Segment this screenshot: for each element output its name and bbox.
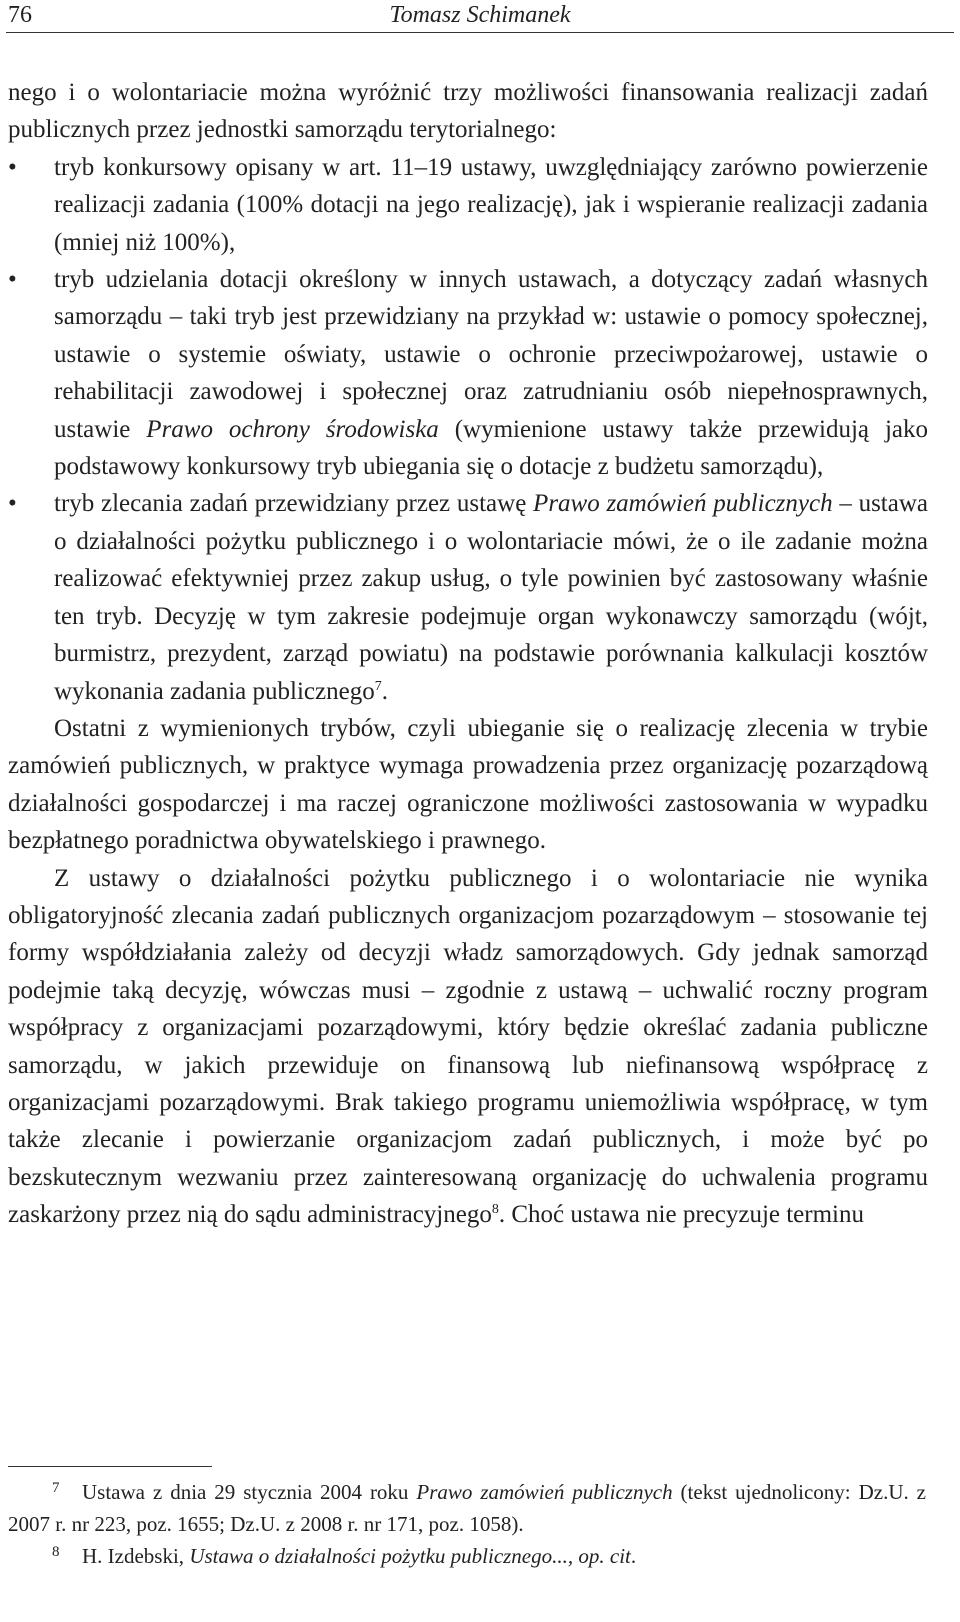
paragraph-text: . Choć ustawa nie precyzuje terminu	[498, 1201, 864, 1229]
list-item	[8, 261, 928, 485]
footnote-text: .	[630, 1544, 637, 1568]
act-title: Prawo ochrony środowiska	[146, 415, 439, 443]
bullet-icon: •	[8, 490, 17, 518]
footnote-text: H. Izdebski,	[82, 1544, 190, 1568]
list-item	[8, 149, 928, 261]
footnote-text: Ustawa z dnia 29 stycznia 2004 roku	[82, 1480, 417, 1504]
act-title: Prawo zamówień publicznych	[416, 1480, 673, 1504]
intro-paragraph: nego i o wolontariacie można wyróżnić trzy możliwości finansowania realizacji zadań publicznych przez jednostki samorządu terytorialnego:	[8, 79, 928, 144]
footnote: 8 H. Izdebski, Ustawa o działalności pożytku publicznego..., op. cit.	[52, 1544, 637, 1568]
bullet-icon: •	[8, 153, 17, 181]
list-item	[8, 485, 928, 709]
footnote: 7 Ustawa z dnia 29 stycznia 2004 roku Prawo zamówień publicznych (tekst ujednolicony: Dz.U. z 2007 r. nr 223, poz. 1655; Dz.U. z 2008 r. nr 171, poz. 1058).	[8, 1480, 927, 1536]
footnotes	[8, 1476, 926, 1572]
bullet-icon: •	[8, 266, 17, 294]
list-item-text: tryb konkursowy opisany w art. 11–19 ustawy, uwzględniający zarówno powierzenie realizacji zadania (100% dotacji na jego realizację), jak i wspieranie realizacji zadania (mniej niż 100%),	[54, 153, 928, 256]
page-number: 76	[8, 2, 32, 28]
footnote-text: (tekst ujednolicony: Dz.U. z 2007 r. nr 223, poz. 1655; Dz.U. z 2008 r. nr 171, poz. 1058).	[8, 1480, 927, 1536]
funding-modes-list	[8, 149, 928, 710]
act-title: Prawo zamówień publicznych	[533, 490, 833, 518]
running-header	[6, 0, 954, 33]
list-item-text: tryb zlecania zadań przewidziany przez ustawę	[54, 490, 534, 518]
list-item-text: (wymienione ustawy także przewidują jako podstawowy konkursowy tryb ubiegania się o dotacje z budżetu samorządu),	[54, 415, 928, 481]
footnote-separator	[8, 1466, 212, 1467]
paragraph-text: Z ustawy o działalności pożytku publicznego i o wolontariacie nie wynika obligatoryjność zlecania zadań publicznych organizacjom pozarządowym – stosowanie tej formy współdziałania zależy od decyzji władz samorządowych. Gdy jednak samorząd podejmie taką decyzję, wówczas musi – zgodnie z ustawą – uchwalić roczny program współpracy z organizacjami pozarządowymi, który będzie określać zadania publiczne samorządu, w jakich przewiduje on finansową lub niefinansową współpracę z organizacjami pozarządowymi. Brak takiego programu uniemożliwia współpracę, w tym także zlecanie i powierzanie organizacjom zadań publicznych, i może być po bezskutecznym wezwaniu przez zainteresowaną organizację do uchwalenia programu zaskarżony przez nią do sądu administracyjnego	[8, 864, 928, 1229]
running-head-author: Tomasz Schimanek	[389, 2, 571, 28]
footnote-ref-7[interactable]: 7	[374, 678, 382, 694]
list-item-text: .	[381, 677, 388, 705]
list-item-text: tryb udzielania dotacji określony w innych ustawach, a dotyczący zadań własnych samorządu – taki tryb jest przewidziany na przykład w: ustawie o pomocy społecznej, ustawie o systemie oświaty, ustawie o ochronie przeciwpożarowej, ustawie o rehabilitacji zawodowej i społecznej oraz zatrudnianiu osób niepełnosprawnych, ustawie	[54, 266, 928, 443]
footnote-ref-8[interactable]: 8	[491, 1202, 499, 1218]
body-text	[8, 74, 928, 1234]
list-item-text: – ustawa o działalności pożytku publicznego i o wolontariacie mówi, że o ile zadanie można realizować efektywniej przez zakup usług, o tyle powinien być zastosowany właśnie ten tryb. Decyzję w tym zakresie podejmuje organ wykonawczy samorządu (wójt, burmistrz, prezydent, zarząd powiatu) na podstawie porównania kalkulacji kosztów wykonania zadania publicznego	[54, 490, 929, 705]
cited-work-title: Ustawa o działalności pożytku publicznego..., op. cit	[189, 1544, 631, 1568]
paragraph: Ostatni z wymienionych trybów, czyli ubieganie się o realizację zlecenia w trybie zamówień publicznych, w praktyce wymaga prowadzenia przez organizację pozarządową działalności gospodarczej i ma raczej ograniczone możliwości zastosowania w wypadku bezpłatnego poradnictwa obywatelskiego i prawnego.	[8, 714, 928, 855]
paragraph	[8, 860, 928, 1234]
